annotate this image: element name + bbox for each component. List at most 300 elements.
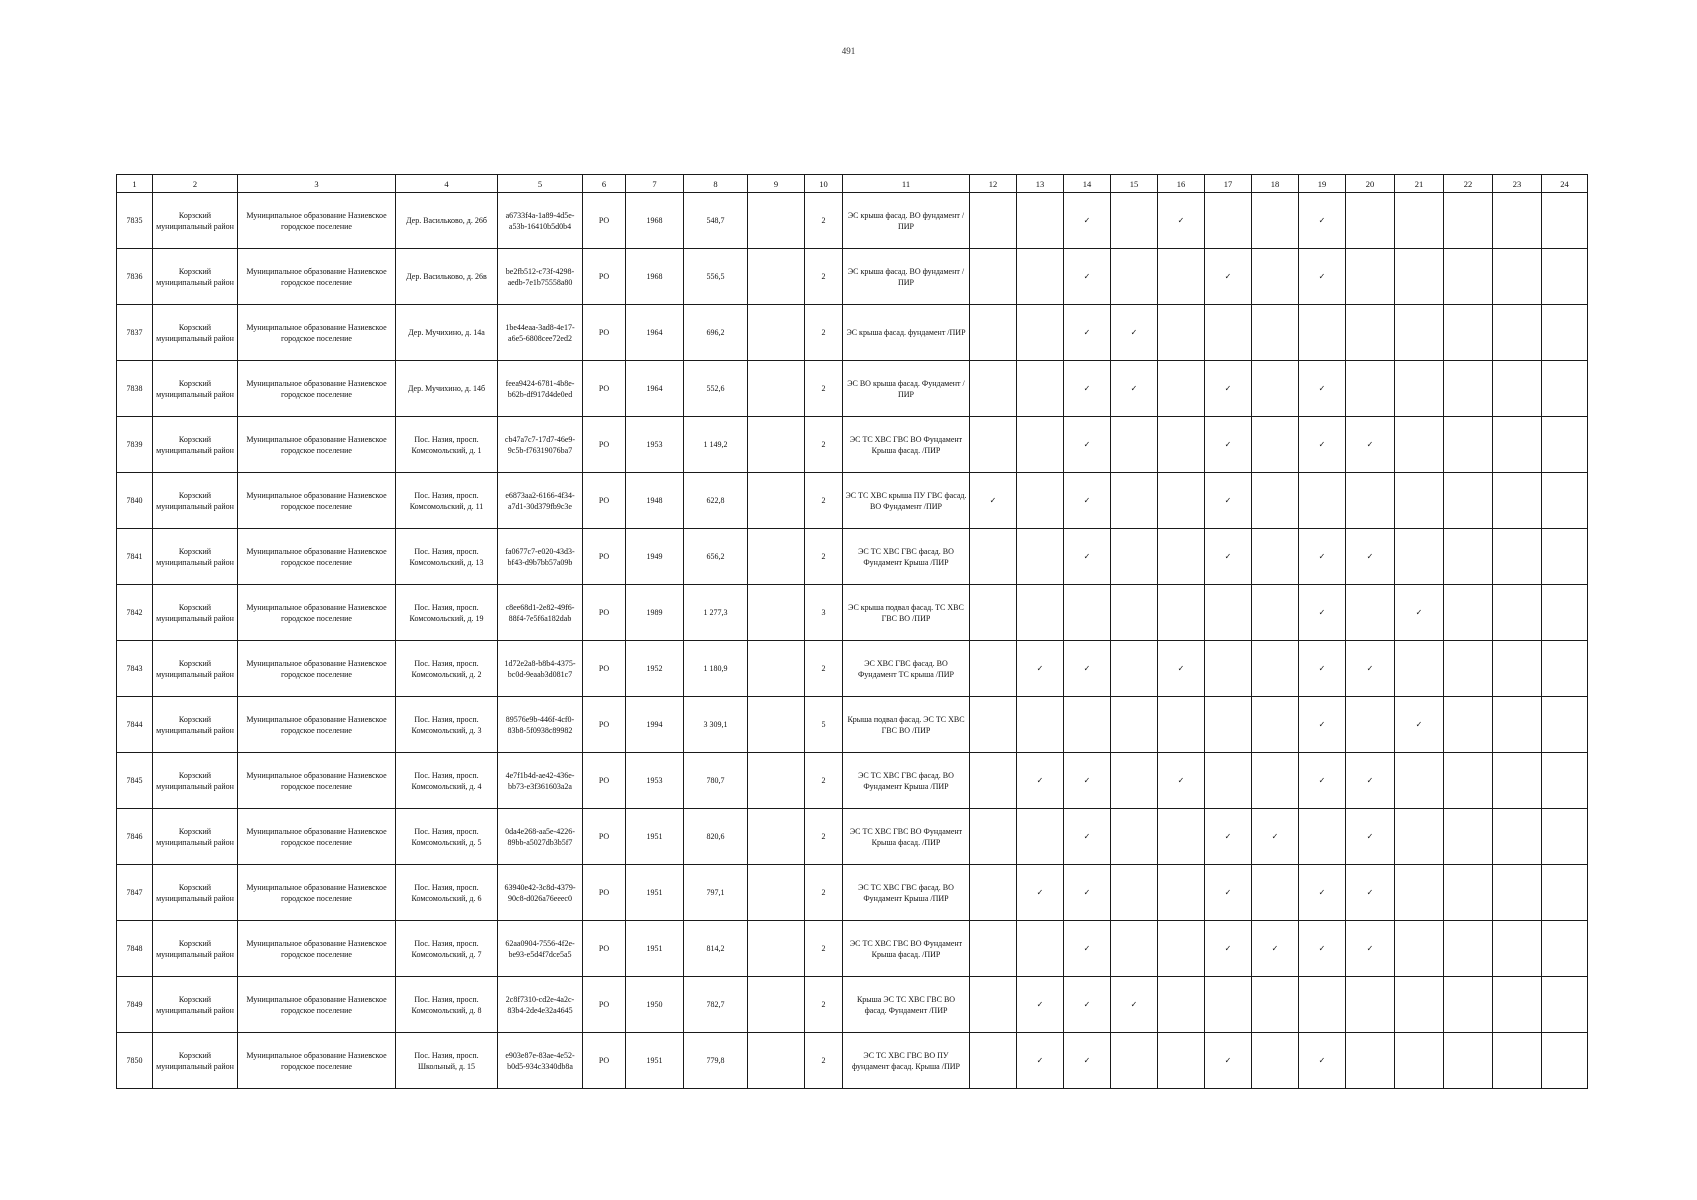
check-mark-cell: ✓: [1064, 417, 1111, 473]
empty-cell: [1252, 305, 1299, 361]
col10-cell: 2: [805, 809, 843, 865]
check-mark-cell: ✓: [1299, 193, 1346, 249]
column-header: 8: [684, 175, 748, 193]
address-cell: Пос. Назия, просп. Комсомольский, д. 2: [396, 641, 498, 697]
empty-cell: [1252, 977, 1299, 1033]
row-number-cell: 7837: [117, 305, 153, 361]
type-cell: РО: [583, 1033, 626, 1089]
col9-cell: [748, 529, 805, 585]
empty-cell: [1493, 1033, 1542, 1089]
municipality-cell: Муниципальное образование Назиевское городское поселение: [238, 641, 396, 697]
col10-cell: 2: [805, 921, 843, 977]
check-mark-cell: ✓: [1299, 585, 1346, 641]
empty-cell: [1252, 585, 1299, 641]
municipality-cell: Муниципальное образование Назиевское городское поселение: [238, 697, 396, 753]
col10-cell: 2: [805, 193, 843, 249]
column-header: 20: [1346, 175, 1395, 193]
column-header: 23: [1493, 175, 1542, 193]
empty-cell: [1444, 529, 1493, 585]
col9-cell: [748, 305, 805, 361]
empty-cell: [1444, 977, 1493, 1033]
address-cell: Дер. Мучихино, д. 14а: [396, 305, 498, 361]
empty-cell: [1542, 1033, 1588, 1089]
guid-cell: 63940e42-3c8d-4379-90c8-d026a76eeec0: [498, 865, 583, 921]
check-mark-cell: ✓: [1064, 921, 1111, 977]
col9-cell: [748, 249, 805, 305]
check-mark-cell: ✓: [1064, 305, 1111, 361]
empty-cell: [1542, 921, 1588, 977]
empty-cell: [1111, 585, 1158, 641]
check-mark-cell: ✓: [1111, 977, 1158, 1033]
col10-cell: 2: [805, 753, 843, 809]
empty-cell: [1493, 921, 1542, 977]
empty-cell: [1444, 865, 1493, 921]
check-mark-cell: ✓: [1346, 921, 1395, 977]
area-cell: 548,7: [684, 193, 748, 249]
empty-cell: [1493, 361, 1542, 417]
guid-cell: e6873aa2-6166-4f34-a7d1-30d379fb9c3e: [498, 473, 583, 529]
municipality-cell: Муниципальное образование Назиевское городское поселение: [238, 417, 396, 473]
check-mark-cell: ✓: [1064, 473, 1111, 529]
col9-cell: [748, 921, 805, 977]
table-row: [117, 529, 1588, 585]
area-cell: 1 277,3: [684, 585, 748, 641]
municipality-cell: Муниципальное образование Назиевское городское поселение: [238, 529, 396, 585]
check-mark-cell: ✓: [1064, 529, 1111, 585]
type-cell: РО: [583, 585, 626, 641]
empty-cell: [1158, 921, 1205, 977]
address-cell: Пос. Назия, просп. Комсомольский, д. 6: [396, 865, 498, 921]
works-cell: Крыша ЭС ТС ХВС ГВС ВО фасад. Фундамент /ПИР: [843, 977, 970, 1033]
check-mark-cell: ✓: [1158, 641, 1205, 697]
table-row: [117, 977, 1588, 1033]
empty-cell: [1444, 361, 1493, 417]
area-cell: 814,2: [684, 921, 748, 977]
row-number-cell: 7850: [117, 1033, 153, 1089]
empty-cell: [1444, 249, 1493, 305]
empty-cell: [1158, 473, 1205, 529]
check-mark-cell: ✓: [1346, 641, 1395, 697]
works-cell: ЭС ТС ХВС ГВС фасад. ВО Фундамент Крыша /ПИР: [843, 529, 970, 585]
area-cell: 1 149,2: [684, 417, 748, 473]
check-mark-cell: ✓: [1205, 809, 1252, 865]
municipality-cell: Муниципальное образование Назиевское городское поселение: [238, 361, 396, 417]
empty-cell: [1017, 305, 1064, 361]
table-row: [117, 417, 1588, 473]
area-cell: 556,5: [684, 249, 748, 305]
check-mark-cell: ✓: [1252, 921, 1299, 977]
column-header: 16: [1158, 175, 1205, 193]
area-cell: 3 309,1: [684, 697, 748, 753]
check-mark-cell: ✓: [1299, 921, 1346, 977]
col10-cell: 2: [805, 361, 843, 417]
type-cell: РО: [583, 977, 626, 1033]
column-header: 2: [153, 175, 238, 193]
col10-cell: 2: [805, 305, 843, 361]
district-cell: Корзский муниципальный район: [153, 977, 238, 1033]
empty-cell: [1017, 585, 1064, 641]
check-mark-cell: ✓: [1064, 977, 1111, 1033]
empty-cell: [1444, 921, 1493, 977]
check-mark-cell: ✓: [1064, 249, 1111, 305]
row-number-cell: 7843: [117, 641, 153, 697]
check-mark-cell: ✓: [1158, 193, 1205, 249]
municipality-cell: Муниципальное образование Назиевское городское поселение: [238, 585, 396, 641]
table-row: [117, 193, 1588, 249]
empty-cell: [1395, 1033, 1444, 1089]
col9-cell: [748, 977, 805, 1033]
data-table: [116, 174, 1588, 1089]
empty-cell: [1299, 305, 1346, 361]
year-cell: 1950: [626, 977, 684, 1033]
district-cell: Корзский муниципальный район: [153, 193, 238, 249]
empty-cell: [1346, 473, 1395, 529]
table-row: [117, 1033, 1588, 1089]
empty-cell: [1252, 193, 1299, 249]
district-cell: Корзский муниципальный район: [153, 361, 238, 417]
empty-cell: [1158, 417, 1205, 473]
empty-cell: [1444, 641, 1493, 697]
type-cell: РО: [583, 641, 626, 697]
empty-cell: [1252, 249, 1299, 305]
check-mark-cell: ✓: [1346, 417, 1395, 473]
column-header: 7: [626, 175, 684, 193]
check-mark-cell: ✓: [1205, 361, 1252, 417]
works-cell: ЭС крыша фасад. ВО фундамент /ПИР: [843, 193, 970, 249]
empty-cell: [970, 865, 1017, 921]
check-mark-cell: ✓: [1064, 361, 1111, 417]
column-header: 11: [843, 175, 970, 193]
empty-cell: [1395, 977, 1444, 1033]
address-cell: Дер. Мучихино, д. 14б: [396, 361, 498, 417]
page-number: 491: [841, 46, 856, 56]
check-mark-cell: ✓: [1064, 809, 1111, 865]
empty-cell: [1017, 249, 1064, 305]
empty-cell: [1346, 697, 1395, 753]
empty-cell: [1111, 921, 1158, 977]
empty-cell: [970, 585, 1017, 641]
works-cell: ЭС ТС ХВС ГВС ВО Фундамент Крыша фасад. /ПИР: [843, 921, 970, 977]
municipality-cell: Муниципальное образование Назиевское городское поселение: [238, 921, 396, 977]
empty-cell: [1542, 977, 1588, 1033]
empty-cell: [1542, 809, 1588, 865]
empty-cell: [1542, 193, 1588, 249]
header-row: [117, 175, 1588, 193]
empty-cell: [1158, 585, 1205, 641]
year-cell: 1949: [626, 529, 684, 585]
year-cell: 1968: [626, 249, 684, 305]
empty-cell: [1017, 697, 1064, 753]
row-number-cell: 7835: [117, 193, 153, 249]
check-mark-cell: ✓: [1252, 809, 1299, 865]
empty-cell: [1395, 249, 1444, 305]
empty-cell: [1205, 305, 1252, 361]
municipality-cell: Муниципальное образование Назиевское городское поселение: [238, 753, 396, 809]
district-cell: Корзский муниципальный район: [153, 1033, 238, 1089]
column-header: 21: [1395, 175, 1444, 193]
check-mark-cell: ✓: [1017, 865, 1064, 921]
empty-cell: [1158, 249, 1205, 305]
check-mark-cell: ✓: [1299, 641, 1346, 697]
col10-cell: 3: [805, 585, 843, 641]
row-number-cell: 7842: [117, 585, 153, 641]
guid-cell: 2c8f7310-cd2e-4a2c-83b4-2de4e32a4645: [498, 977, 583, 1033]
empty-cell: [1444, 809, 1493, 865]
check-mark-cell: ✓: [1205, 921, 1252, 977]
type-cell: РО: [583, 417, 626, 473]
check-mark-cell: ✓: [1395, 697, 1444, 753]
area-cell: 780,7: [684, 753, 748, 809]
check-mark-cell: ✓: [1299, 697, 1346, 753]
empty-cell: [1017, 809, 1064, 865]
empty-cell: [1158, 529, 1205, 585]
column-header: 10: [805, 175, 843, 193]
empty-cell: [1395, 361, 1444, 417]
year-cell: 1948: [626, 473, 684, 529]
col10-cell: 2: [805, 977, 843, 1033]
empty-cell: [1493, 585, 1542, 641]
col9-cell: [748, 417, 805, 473]
empty-cell: [1158, 977, 1205, 1033]
empty-cell: [1444, 193, 1493, 249]
guid-cell: 1be44eaa-3ad8-4e17-a6e5-6808cee72ed2: [498, 305, 583, 361]
table-body: [117, 175, 1588, 1089]
empty-cell: [970, 977, 1017, 1033]
empty-cell: [1252, 473, 1299, 529]
district-cell: Корзский муниципальный район: [153, 249, 238, 305]
col9-cell: [748, 865, 805, 921]
empty-cell: [1493, 641, 1542, 697]
check-mark-cell: ✓: [1017, 641, 1064, 697]
check-mark-cell: ✓: [1205, 249, 1252, 305]
check-mark-cell: ✓: [1205, 865, 1252, 921]
empty-cell: [1493, 473, 1542, 529]
empty-cell: [1158, 865, 1205, 921]
empty-cell: [970, 809, 1017, 865]
empty-cell: [1395, 753, 1444, 809]
district-cell: Корзский муниципальный район: [153, 697, 238, 753]
col10-cell: 2: [805, 865, 843, 921]
empty-cell: [1111, 865, 1158, 921]
empty-cell: [970, 697, 1017, 753]
table-row: [117, 921, 1588, 977]
type-cell: РО: [583, 809, 626, 865]
empty-cell: [1395, 473, 1444, 529]
district-cell: Корзский муниципальный район: [153, 417, 238, 473]
guid-cell: be2fb512-c73f-4298-aedb-7e1b75558a80: [498, 249, 583, 305]
check-mark-cell: ✓: [1064, 753, 1111, 809]
empty-cell: [970, 753, 1017, 809]
empty-cell: [1493, 305, 1542, 361]
works-cell: ЭС крыша фасад. ВО фундамент /ПИР: [843, 249, 970, 305]
check-mark-cell: ✓: [1064, 865, 1111, 921]
type-cell: РО: [583, 361, 626, 417]
empty-cell: [1493, 193, 1542, 249]
check-mark-cell: ✓: [1299, 753, 1346, 809]
column-header: 5: [498, 175, 583, 193]
area-cell: 779,8: [684, 1033, 748, 1089]
empty-cell: [1542, 753, 1588, 809]
empty-cell: [1252, 1033, 1299, 1089]
works-cell: Крыша подвал фасад. ЭС ТС ХВС ГВС ВО /ПИР: [843, 697, 970, 753]
column-header: 18: [1252, 175, 1299, 193]
empty-cell: [1395, 305, 1444, 361]
empty-cell: [1493, 697, 1542, 753]
col10-cell: 2: [805, 473, 843, 529]
table-row: [117, 697, 1588, 753]
year-cell: 1951: [626, 1033, 684, 1089]
works-cell: ЭС ТС ХВС ГВС ВО Фундамент Крыша фасад. /ПИР: [843, 417, 970, 473]
municipality-cell: Муниципальное образование Назиевское городское поселение: [238, 193, 396, 249]
empty-cell: [1111, 809, 1158, 865]
check-mark-cell: ✓: [1158, 753, 1205, 809]
empty-cell: [1444, 1033, 1493, 1089]
empty-cell: [1444, 585, 1493, 641]
column-header: 3: [238, 175, 396, 193]
empty-cell: [970, 193, 1017, 249]
address-cell: Пос. Назия, просп. Комсомольский, д. 3: [396, 697, 498, 753]
municipality-cell: Муниципальное образование Назиевское городское поселение: [238, 249, 396, 305]
table-row: [117, 585, 1588, 641]
check-mark-cell: ✓: [1346, 809, 1395, 865]
empty-cell: [1395, 529, 1444, 585]
works-cell: ЭС крыша подвал фасад. ТС ХВС ГВС ВО /ПИР: [843, 585, 970, 641]
works-cell: ЭС крыша фасад. фундамент /ПИР: [843, 305, 970, 361]
municipality-cell: Муниципальное образование Назиевское городское поселение: [238, 977, 396, 1033]
address-cell: Пос. Назия, просп. Комсомольский, д. 7: [396, 921, 498, 977]
empty-cell: [1493, 249, 1542, 305]
address-cell: Пос. Назия, просп. Комсомольский, д. 13: [396, 529, 498, 585]
municipality-cell: Муниципальное образование Назиевское городское поселение: [238, 473, 396, 529]
address-cell: Пос. Назия, просп. Комсомольский, д. 4: [396, 753, 498, 809]
works-cell: ЭС ТС ХВС ГВС фасад. ВО Фундамент Крыша /ПИР: [843, 865, 970, 921]
check-mark-cell: ✓: [1064, 1033, 1111, 1089]
type-cell: РО: [583, 529, 626, 585]
empty-cell: [1493, 865, 1542, 921]
col10-cell: 2: [805, 1033, 843, 1089]
empty-cell: [1542, 305, 1588, 361]
check-mark-cell: ✓: [1205, 417, 1252, 473]
empty-cell: [1111, 753, 1158, 809]
empty-cell: [1542, 865, 1588, 921]
empty-cell: [1542, 249, 1588, 305]
district-cell: Корзский муниципальный район: [153, 585, 238, 641]
empty-cell: [1158, 1033, 1205, 1089]
type-cell: РО: [583, 697, 626, 753]
guid-cell: 0da4e268-aa5e-4226-89bb-a5027db3b5f7: [498, 809, 583, 865]
empty-cell: [1444, 417, 1493, 473]
col10-cell: 2: [805, 249, 843, 305]
empty-cell: [1299, 473, 1346, 529]
empty-cell: [970, 1033, 1017, 1089]
empty-cell: [1017, 361, 1064, 417]
empty-cell: [1444, 473, 1493, 529]
empty-cell: [1017, 193, 1064, 249]
col9-cell: [748, 361, 805, 417]
guid-cell: 4e7f1b4d-ae42-436e-bb73-e3f361603a2a: [498, 753, 583, 809]
empty-cell: [1346, 193, 1395, 249]
guid-cell: 89576e9b-446f-4cf0-83b8-5f0938c89982: [498, 697, 583, 753]
row-number-cell: 7849: [117, 977, 153, 1033]
check-mark-cell: ✓: [1205, 529, 1252, 585]
empty-cell: [1205, 977, 1252, 1033]
works-cell: ЭС ТС ХВС ГВС ВО Фундамент Крыша фасад. /ПИР: [843, 809, 970, 865]
row-number-cell: 7848: [117, 921, 153, 977]
district-cell: Корзский муниципальный район: [153, 809, 238, 865]
column-header: 1: [117, 175, 153, 193]
empty-cell: [1542, 473, 1588, 529]
empty-cell: [970, 641, 1017, 697]
empty-cell: [1542, 529, 1588, 585]
col9-cell: [748, 697, 805, 753]
area-cell: 622,8: [684, 473, 748, 529]
year-cell: 1964: [626, 305, 684, 361]
guid-cell: feea9424-6781-4b8e-b62b-df917d4de0ed: [498, 361, 583, 417]
check-mark-cell: ✓: [1299, 1033, 1346, 1089]
check-mark-cell: ✓: [1064, 193, 1111, 249]
empty-cell: [1444, 697, 1493, 753]
col10-cell: 2: [805, 417, 843, 473]
type-cell: РО: [583, 921, 626, 977]
empty-cell: [1064, 585, 1111, 641]
check-mark-cell: ✓: [1017, 753, 1064, 809]
works-cell: ЭС ТС ХВС крыша ПУ ГВС фасад. ВО Фундамент /ПИР: [843, 473, 970, 529]
empty-cell: [1542, 361, 1588, 417]
empty-cell: [1252, 697, 1299, 753]
district-cell: Корзский муниципальный район: [153, 473, 238, 529]
empty-cell: [1395, 417, 1444, 473]
guid-cell: a6733f4a-1a89-4d5e-a53b-16410b5d0b4: [498, 193, 583, 249]
row-number-cell: 7840: [117, 473, 153, 529]
works-cell: ЭС ТС ХВС ГВС фасад. ВО Фундамент Крыша /ПИР: [843, 753, 970, 809]
row-number-cell: 7846: [117, 809, 153, 865]
empty-cell: [1252, 641, 1299, 697]
district-cell: Корзский муниципальный район: [153, 529, 238, 585]
empty-cell: [1346, 977, 1395, 1033]
year-cell: 1994: [626, 697, 684, 753]
column-header: 4: [396, 175, 498, 193]
address-cell: Пос. Назия, просп. Комсомольский, д. 19: [396, 585, 498, 641]
empty-cell: [1111, 529, 1158, 585]
check-mark-cell: ✓: [970, 473, 1017, 529]
table-row: [117, 305, 1588, 361]
empty-cell: [970, 249, 1017, 305]
address-cell: Пос. Назия, просп. Комсомольский, д. 1: [396, 417, 498, 473]
column-header: 15: [1111, 175, 1158, 193]
empty-cell: [1111, 417, 1158, 473]
guid-cell: fa0677c7-e020-43d3-bf43-d9b7bb57a09b: [498, 529, 583, 585]
area-cell: 782,7: [684, 977, 748, 1033]
check-mark-cell: ✓: [1064, 641, 1111, 697]
works-cell: ЭС ХВС ГВС фасад. ВО Фундамент ТС крыша /ПИР: [843, 641, 970, 697]
col9-cell: [748, 753, 805, 809]
col10-cell: 5: [805, 697, 843, 753]
empty-cell: [1493, 977, 1542, 1033]
empty-cell: [1017, 529, 1064, 585]
empty-cell: [970, 361, 1017, 417]
empty-cell: [1493, 529, 1542, 585]
row-number-cell: 7841: [117, 529, 153, 585]
empty-cell: [1111, 641, 1158, 697]
empty-cell: [970, 529, 1017, 585]
year-cell: 1989: [626, 585, 684, 641]
empty-cell: [1205, 585, 1252, 641]
empty-cell: [1017, 921, 1064, 977]
district-cell: Корзский муниципальный район: [153, 921, 238, 977]
table-row: [117, 249, 1588, 305]
district-cell: Корзский муниципальный район: [153, 305, 238, 361]
empty-cell: [1158, 809, 1205, 865]
